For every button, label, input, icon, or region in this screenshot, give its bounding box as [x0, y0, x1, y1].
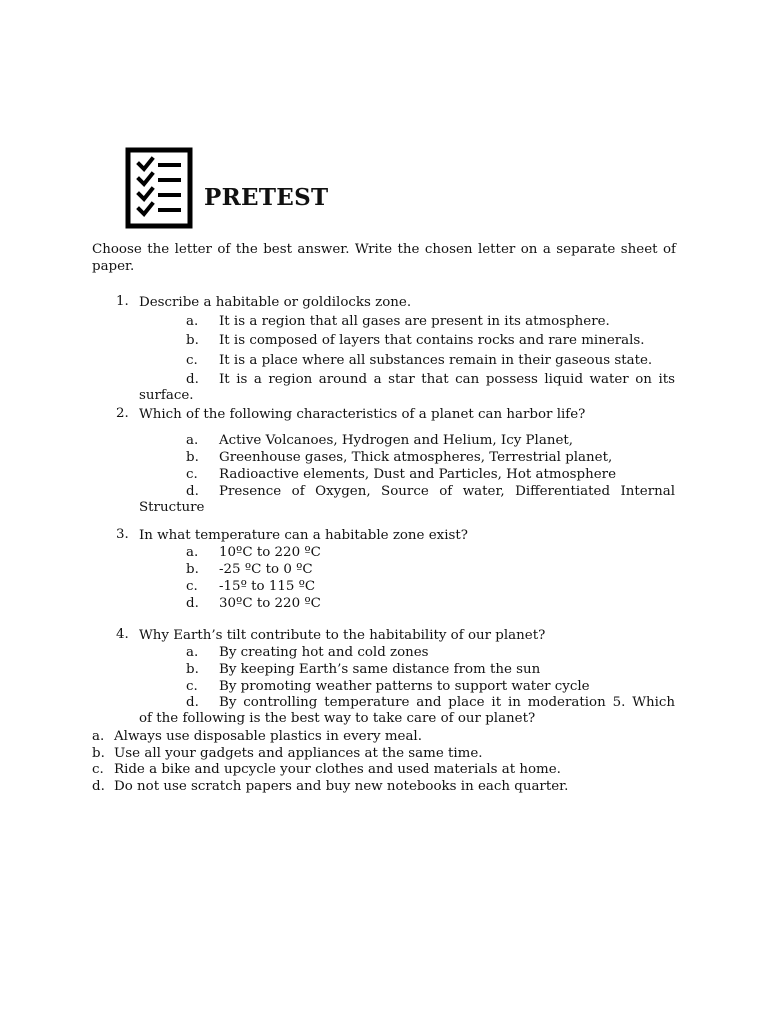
- instructions-line-1: Choose the letter of the best answer. Write the chosen letter on a separate sheet of: [92, 242, 676, 257]
- option-text: By keeping Earth’s same distance from the sun: [219, 662, 541, 677]
- option-continuation: of the following is the best way to take care of our planet?: [139, 711, 536, 726]
- option-letter: a.: [186, 545, 199, 560]
- option-text: Always use disposable plastics in every meal.: [114, 729, 422, 744]
- option-text: -15º to 115 ºC: [219, 579, 316, 594]
- question-number: 3.: [116, 527, 129, 542]
- option-text: It is a place where all substances remain in their gaseous state.: [219, 353, 653, 368]
- option-letter: c.: [186, 579, 198, 594]
- option-continuation: surface.: [139, 388, 194, 403]
- option-text: By controlling temperature and place it in moderation 5. Which: [219, 695, 675, 710]
- option-letter: a.: [186, 433, 199, 448]
- option-text: 30ºC to 220 ºC: [219, 596, 321, 611]
- option-text: 10ºC to 220 ºC: [219, 545, 321, 560]
- option-text: Ride a bike and upcycle your clothes and used materials at home.: [114, 762, 561, 777]
- option-text: By promoting weather patterns to support water cycle: [219, 679, 590, 694]
- option-letter: a.: [186, 314, 199, 329]
- instructions-line-2: paper.: [92, 259, 135, 274]
- option-letter: a.: [186, 645, 199, 660]
- option-letter: b.: [186, 562, 199, 577]
- question-number: 2.: [116, 406, 129, 421]
- page-title: PRETEST: [204, 184, 329, 211]
- question-text: Describe a habitable or goldilocks zone.: [139, 295, 412, 310]
- option-letter: a.: [92, 729, 105, 744]
- option-text: Radioactive elements, Dust and Particles, Hot atmosphere: [219, 467, 616, 482]
- option-letter: d.: [186, 596, 199, 611]
- question-number: 4.: [116, 627, 129, 642]
- checklist-icon: [125, 147, 193, 229]
- option-text: It is a region that all gases are present in its atmosphere.: [219, 314, 610, 329]
- option-letter: c.: [186, 679, 198, 694]
- option-text: -25 ºC to 0 ºC: [219, 562, 313, 577]
- option-text: Active Volcanoes, Hydrogen and Helium, Icy Planet,: [219, 433, 574, 448]
- question-text: Which of the following characteristics of a planet can harbor life?: [139, 407, 586, 422]
- option-text: Presence of Oxygen, Source of water, Differentiated Internal: [219, 484, 675, 499]
- option-text: It is composed of layers that contains rocks and rare minerals.: [219, 333, 645, 348]
- option-letter: b.: [186, 450, 199, 465]
- option-text: It is a region around a star that can possess liquid water on its: [219, 372, 675, 387]
- option-letter: b.: [92, 746, 105, 761]
- question-text: Why Earth’s tilt contribute to the habitability of our planet?: [139, 628, 546, 643]
- option-letter: c.: [92, 762, 104, 777]
- option-letter: d.: [186, 372, 199, 387]
- option-letter: d.: [186, 484, 199, 499]
- option-text: Do not use scratch papers and buy new notebooks in each quarter.: [114, 779, 569, 794]
- option-text: Use all your gadgets and appliances at the same time.: [114, 746, 483, 761]
- option-letter: b.: [186, 662, 199, 677]
- option-letter: d.: [92, 779, 105, 794]
- option-letter: c.: [186, 467, 198, 482]
- option-letter: b.: [186, 333, 199, 348]
- option-letter: c.: [186, 353, 198, 368]
- option-continuation: Structure: [139, 500, 205, 515]
- question-text: In what temperature can a habitable zone exist?: [139, 528, 468, 543]
- question-number: 1.: [116, 294, 129, 309]
- option-letter: d.: [186, 695, 199, 710]
- option-text: Greenhouse gases, Thick atmospheres, Terrestrial planet,: [219, 450, 613, 465]
- option-text: By creating hot and cold zones: [219, 645, 429, 660]
